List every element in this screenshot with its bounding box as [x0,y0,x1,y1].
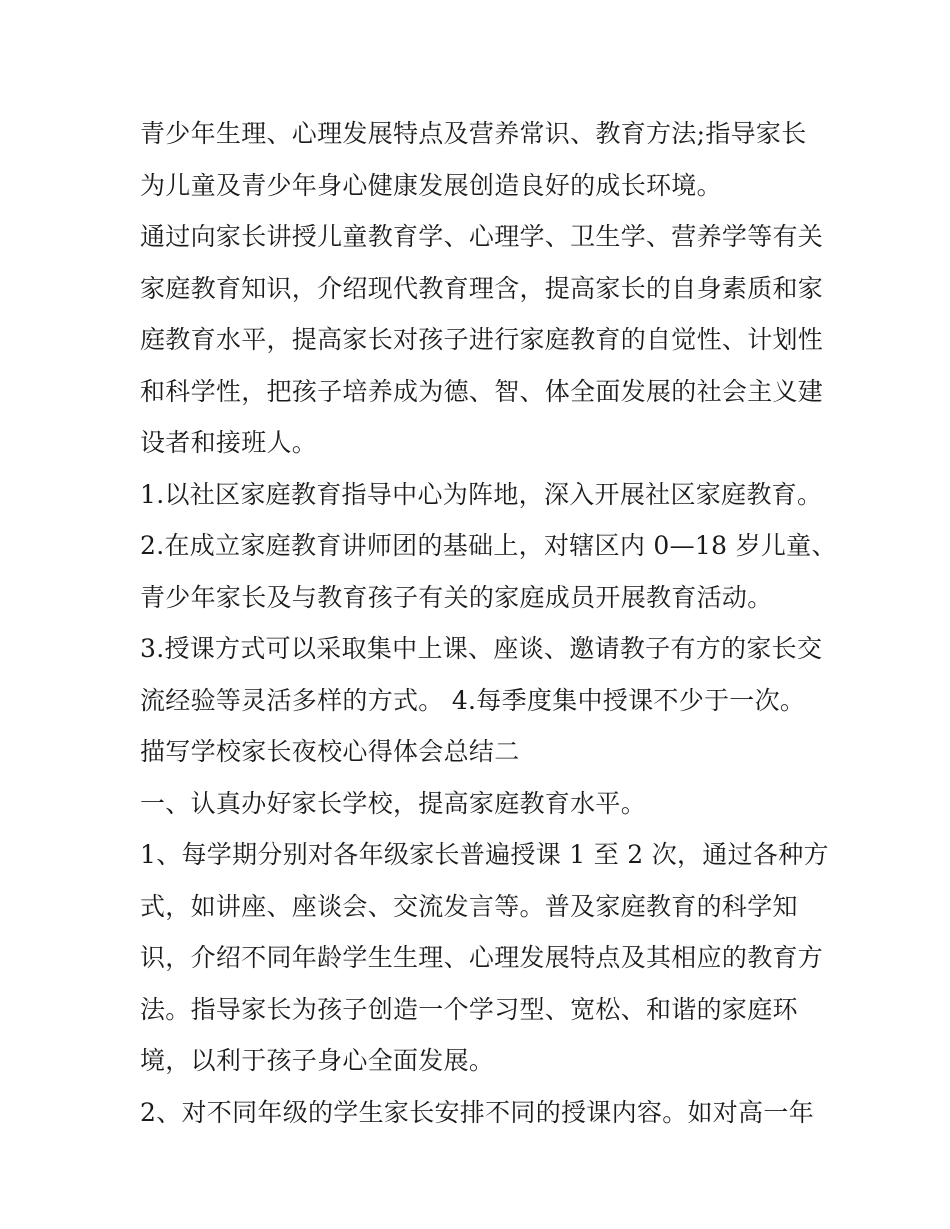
list-item-line: 1、每学期分别对各年级家长普遍授课 1 至 2 次，通过各种方 [140,840,829,869]
text-line: 通过向家长讲授儿童教育学、心理学、卫生学、营养学等有关 [140,222,824,251]
text-line: 识，介绍不同年龄学生生理、心理发展特点及其相应的教育方 [140,943,824,972]
list-item-line: 青少年家长及与教育孩子有关的家庭成员开展教育活动。 [140,582,773,612]
text-line: 设者和接班人。 [140,428,318,457]
text-line: 家庭教育知识，介绍现代教育理含，提高家长的自身素质和家 [140,273,824,303]
section-title: 描写学校家长夜校心得体会总结二 [140,737,520,766]
text-line: 法。指导家长为孩子创造一个学习型、宽松、和谐的家庭环 [140,994,798,1024]
list-item-line: 1.以社区家庭教育指导中心为阵地，深入开展社区家庭教育。 [140,479,823,509]
text-line: 庭教育水平，提高家长对孩子进行家庭教育的自觉性、计划性 [140,325,824,354]
text-line: 式，如讲座、座谈会、交流发言等。普及家庭教育的科学知 [140,891,798,921]
text-line: 和科学性，把孩子培养成为德、智、体全面发展的社会主义建 [140,376,824,406]
section-heading: 一、认真办好家长学校，提高家庭教育水平。 [140,788,647,818]
text-line: 为儿童及青少年身心健康发展创造良好的成长环境。 [140,170,722,200]
text-line: 青少年生理、心理发展特点及营养常识、教育方法;指导家长 [140,119,807,148]
document-body [140,108,837,1138]
list-item-line: 2.在成立家庭教育讲师团的基础上，对辖区内 0—18 岁儿童、 [140,531,837,560]
list-item-line: 流经验等灵活多样的方式。 4.每季度集中授课不少于一次。 [140,685,806,715]
text-line: 境，以利于孩子身心全面发展。 [140,1046,495,1075]
list-item-line: 2、对不同年级的学生家长安排不同的授课内容。如对高一年 [140,1097,815,1127]
list-item-line: 3.授课方式可以采取集中上课、座谈、邀请教子有方的家长交 [140,634,823,663]
